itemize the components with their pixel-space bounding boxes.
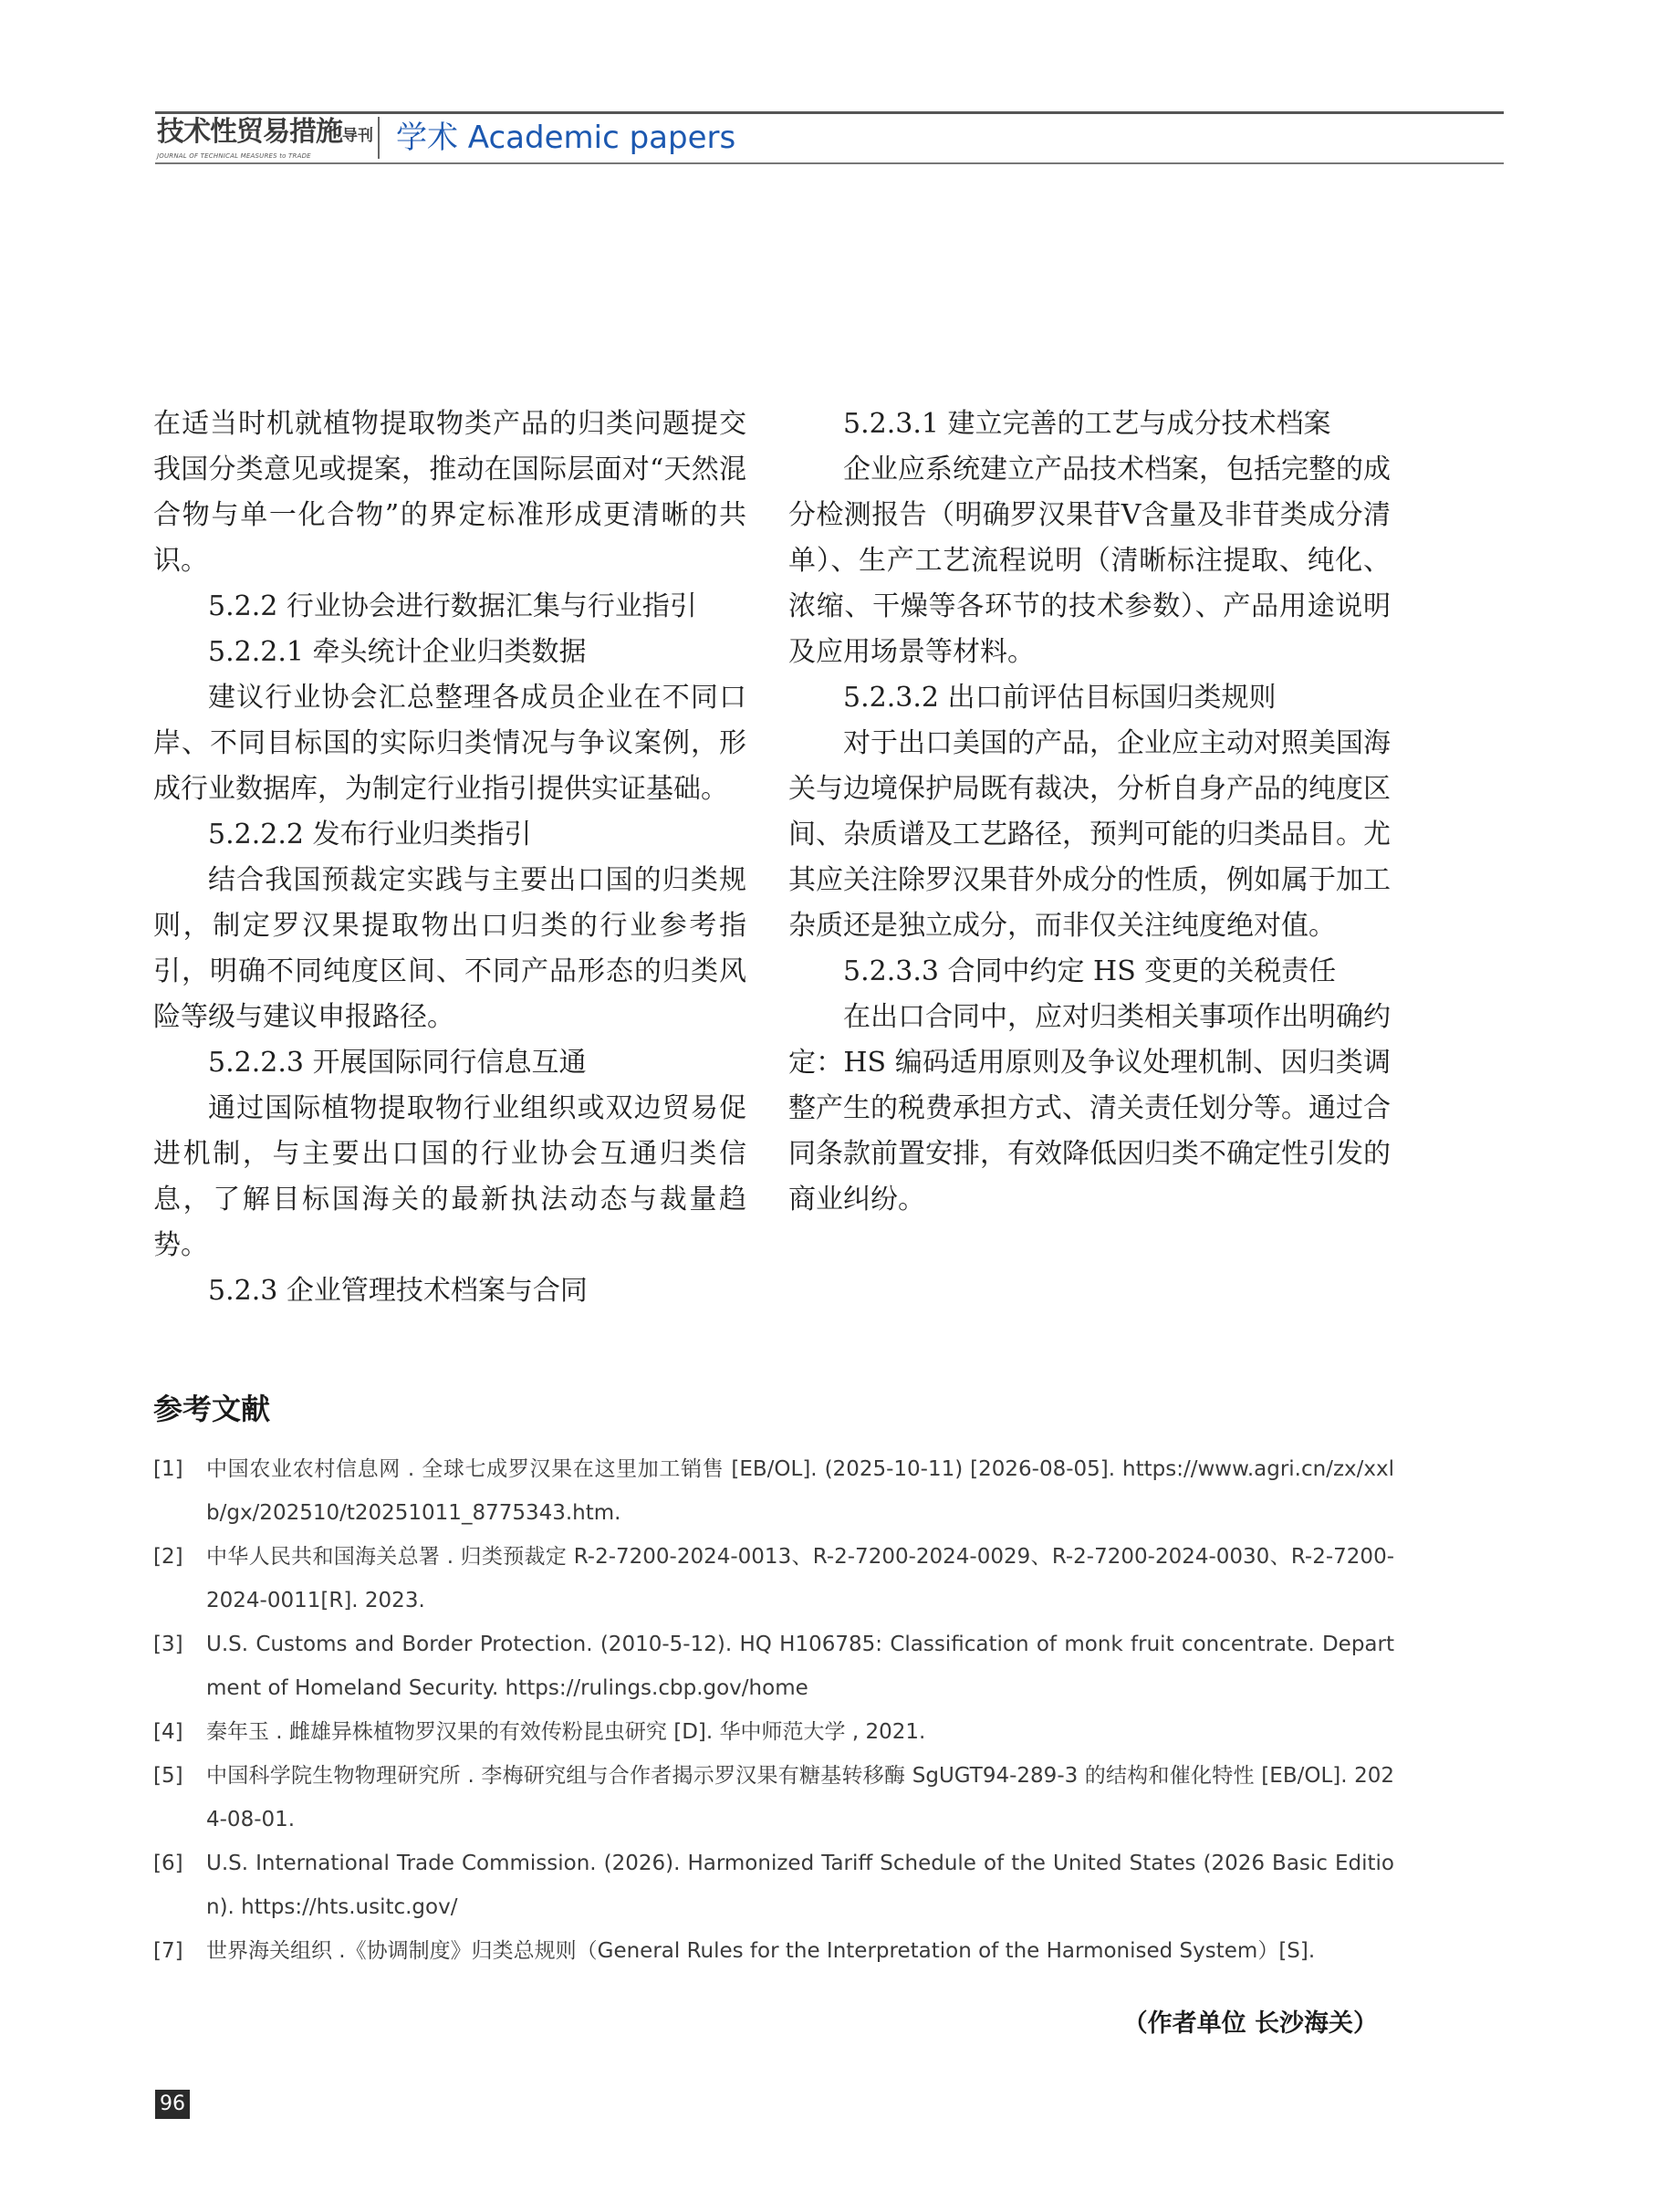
body-paragraph: 结合我国预裁定实践与主要出口国的归类规则，制定罗汉果提取物出口归类的行业参考指引，明确不同纯度区间、不同产品形态的归类风险等级与建议申报路径。 (153, 864, 746, 1033)
journal-logo (157, 116, 373, 160)
reference-item (153, 1447, 1394, 1535)
reference-number: [6] (153, 1852, 183, 1875)
reference-number: [4] (153, 1720, 183, 1744)
body-paragraph: 对于出口美国的产品，企业应主动对照美国海关与边境保护局既有裁决，分析自身产品的纯度区间、杂质谱及工艺路径，预判可能的归类品目。尤其应关注除罗汉果苷外成分的性质，例如属于加工杂质还是独立成分，而非仅关注纯度绝对值。 (788, 727, 1391, 942)
references-list (153, 1447, 1394, 1973)
journal-logo-main: 技术性贸易措施 (157, 116, 342, 148)
section-heading: 5.2.2.1 牵头统计企业归类数据 (208, 636, 587, 668)
reference-number: [2] (153, 1545, 183, 1569)
reference-item (153, 1710, 1394, 1754)
reference-text: 中华人民共和国海关总署 . 归类预裁定 R-2-7200-2024-0013、R-2-7200-2024-0029、R-2-7200-2024-0030、R-2-7200-2024-0011[R]. 2023. (206, 1545, 1394, 1612)
reference-item (153, 1929, 1394, 1973)
journal-logo-suffix: 导刊 (342, 127, 373, 145)
reference-text: 世界海关组织 .《协调制度》归类总规则（General Rules for the Interpretation of the Harmonised System）[S]. (206, 1939, 1316, 1963)
body-paragraph: 建议行业协会汇总整理各成员企业在不同口岸、不同目标国的实际归类情况与争议案例，形成行业数据库，为制定行业指引提供实证基础。 (153, 682, 746, 805)
body-paragraph: 企业应系统建立产品技术档案，包括完整的成分检测报告（明确罗汉果苷V含量及非苷类成分清单）、生产工艺流程说明（清晰标注提取、纯化、浓缩、干燥等各环节的技术参数）、产品用途说明及应用场景等材料。 (788, 454, 1391, 668)
section-heading: 5.2.2 行业协会进行数据汇集与行业指引 (208, 590, 697, 622)
reference-text: 秦年玉 . 雌雄异株植物罗汉果的有效传粉昆虫研究 [D]. 华中师范大学 , 2021. (206, 1720, 926, 1744)
reference-number: [5] (153, 1764, 183, 1788)
reference-text: 中国农业农村信息网 . 全球七成罗汉果在这里加工销售 [EB/OL]. (2025-10-11) [2026-08-05]. https://www.agri.cn/zx/xxlb/gx/202510/t20251011_8775343.htm. (206, 1457, 1394, 1525)
section-label: 学术 Academic papers (396, 120, 736, 156)
reference-item (153, 1622, 1394, 1710)
body-paragraph: 在出口合同中，应对归类相关事项作出明确约定：HS 编码适用原则及争议处理机制、因归类调整产生的税费承担方式、清关责任划分等。通过合同条款前置安排，有效降低因归类不确定性引发的商业纠纷。 (788, 1001, 1391, 1216)
reference-number: [1] (153, 1457, 183, 1481)
section-heading: 5.2.3 企业管理技术档案与合同 (208, 1275, 588, 1307)
left-column (153, 402, 746, 1314)
journal-logo-subtitle: JOURNAL OF TECHNICAL MEASURES to TRADE (157, 152, 311, 160)
reference-item (153, 1754, 1394, 1842)
page-number: 96 (155, 2090, 190, 2119)
reference-number: [7] (153, 1939, 183, 1963)
right-column (788, 402, 1391, 1223)
reference-text: U.S. International Trade Commission. (2026). Harmonized Tariff Schedule of the United States (2026 Basic Edition). https://hts.usitc.gov/ (206, 1852, 1394, 1919)
author-affiliation: （作者单位 长沙海关） (1122, 2009, 1378, 2038)
section-heading: 5.2.3.2 出口前评估目标国归类规则 (843, 682, 1277, 714)
section-heading: 5.2.2.3 开展国际同行信息互通 (208, 1047, 587, 1079)
header-bottom-rule (155, 162, 1504, 164)
section-heading: 5.2.2.2 发布行业归类指引 (208, 819, 532, 850)
section-heading: 5.2.3.3 合同中约定 HS 变更的关税责任 (843, 955, 1337, 987)
reference-number: [3] (153, 1633, 183, 1656)
reference-text: 中国科学院生物物理研究所 . 李梅研究组与合作者揭示罗汉果有糖基转移酶 SgUGT94-289-3 的结构和催化特性 [EB/OL]. 2024-08-01. (206, 1764, 1394, 1831)
journal-logo-title (157, 116, 373, 151)
body-paragraph: 在适当时机就植物提取物类产品的归类问题提交我国分类意见或提案，推动在国际层面对“天然混合物与单一化合物”的界定标准形成更清晰的共识。 (153, 408, 746, 577)
body-paragraph: 通过国际植物提取物行业组织或双边贸易促进机制，与主要出口国的行业协会互通归类信息，了解目标国海关的最新执法动态与裁量趋势。 (153, 1092, 746, 1261)
reference-item (153, 1842, 1394, 1929)
section-heading: 5.2.3.1 建立完善的工艺与成分技术档案 (843, 408, 1331, 440)
reference-text: U.S. Customs and Border Protection. (2010-5-12). HQ H106785: Classification of monk fruit concentrate. Department of Homeland Security. https://rulings.cbp.gov/home (206, 1633, 1394, 1700)
references-title: 参考文献 (153, 1392, 271, 1426)
header-separator (378, 117, 380, 159)
reference-item (153, 1535, 1394, 1622)
header-top-rule (155, 111, 1504, 114)
